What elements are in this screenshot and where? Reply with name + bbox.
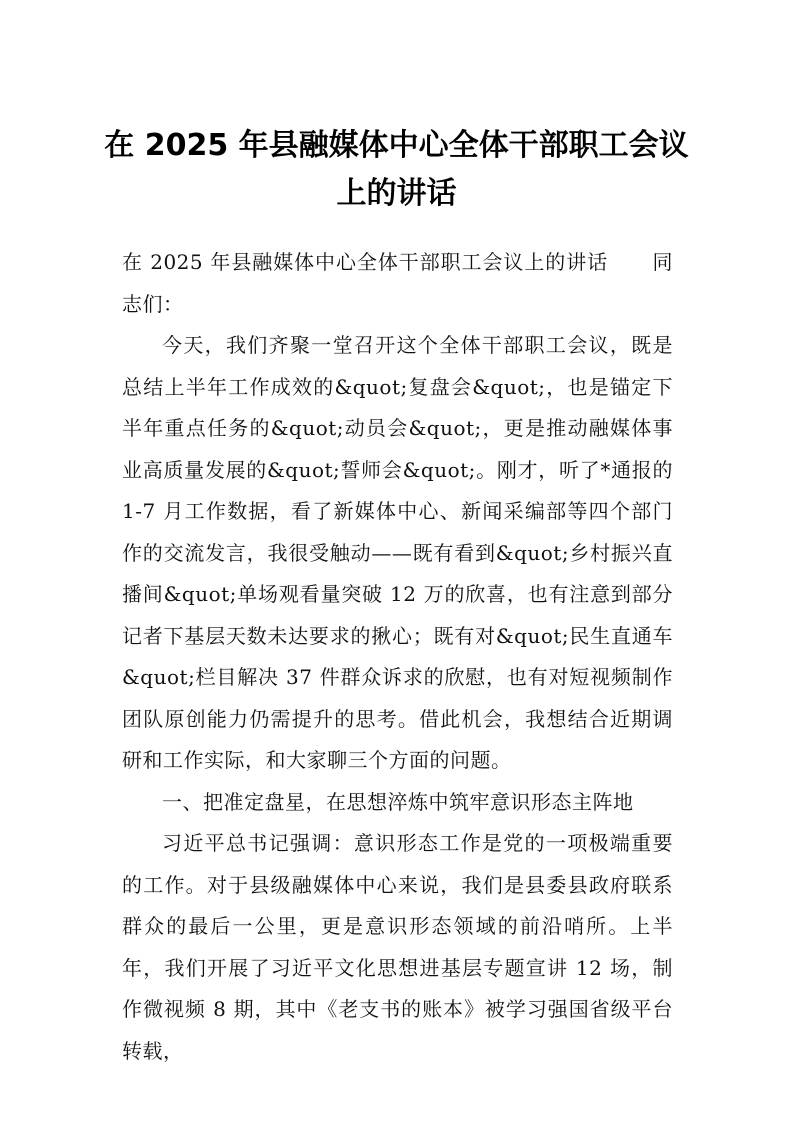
salutation: 同志们： (122, 250, 673, 316)
opening-line (122, 242, 673, 325)
document-title: 在 2025 年县融媒体中心全体干部职工会议上的讲话 (104, 128, 689, 211)
paragraph-section-1: 习近平总书记强调：意识形态工作是党的一项极端重要的工作。对于县级融媒体中心来说，我们是县委县政府联系群众的最后一公里，更是意识形态领域的前沿哨所。上半年，我们开展了习近平文化思想进基层专题宣讲 12 场，制作微视频 8 期，其中《老支书的账本》被学习强国省级平台转载， (122, 831, 673, 1063)
paragraph-intro: 今天，我们齐聚一堂召开这个全体干部职工会议，既是总结上半年工作成效的&quot;复盘会&quot;，也是锚定下半年重点任务的&quot;动员会&quot;，更是推动融媒体事业高质量发展的&quot;誓师会&quot;。刚才，听了*通报的 1-7 月工作数据，看了新媒体中心、新闻采编部等四个部门作的交流发言，我很受触动——既有看到&quot;乡村振兴直播间&quot;单场观看量突破 12 万的欣喜，也有注意到部分记者下基层天数未达要求的揪心；既有对&quot;民生直通车&quot;栏目解决 37 件群众诉求的欣慰，也有对短视频制作团队原创能力仍需提升的思考。借此机会，我想结合近期调研和工作实际，和大家聊三个方面的问题。 (122, 333, 673, 772)
document-body (122, 242, 673, 1072)
subtitle-line: 在 2025 年县融媒体中心全体干部职工会议上的讲话 (122, 250, 609, 274)
section-heading-1: 一、把准定盘星，在思想淬炼中筑牢意识形态主阵地 (162, 789, 634, 814)
